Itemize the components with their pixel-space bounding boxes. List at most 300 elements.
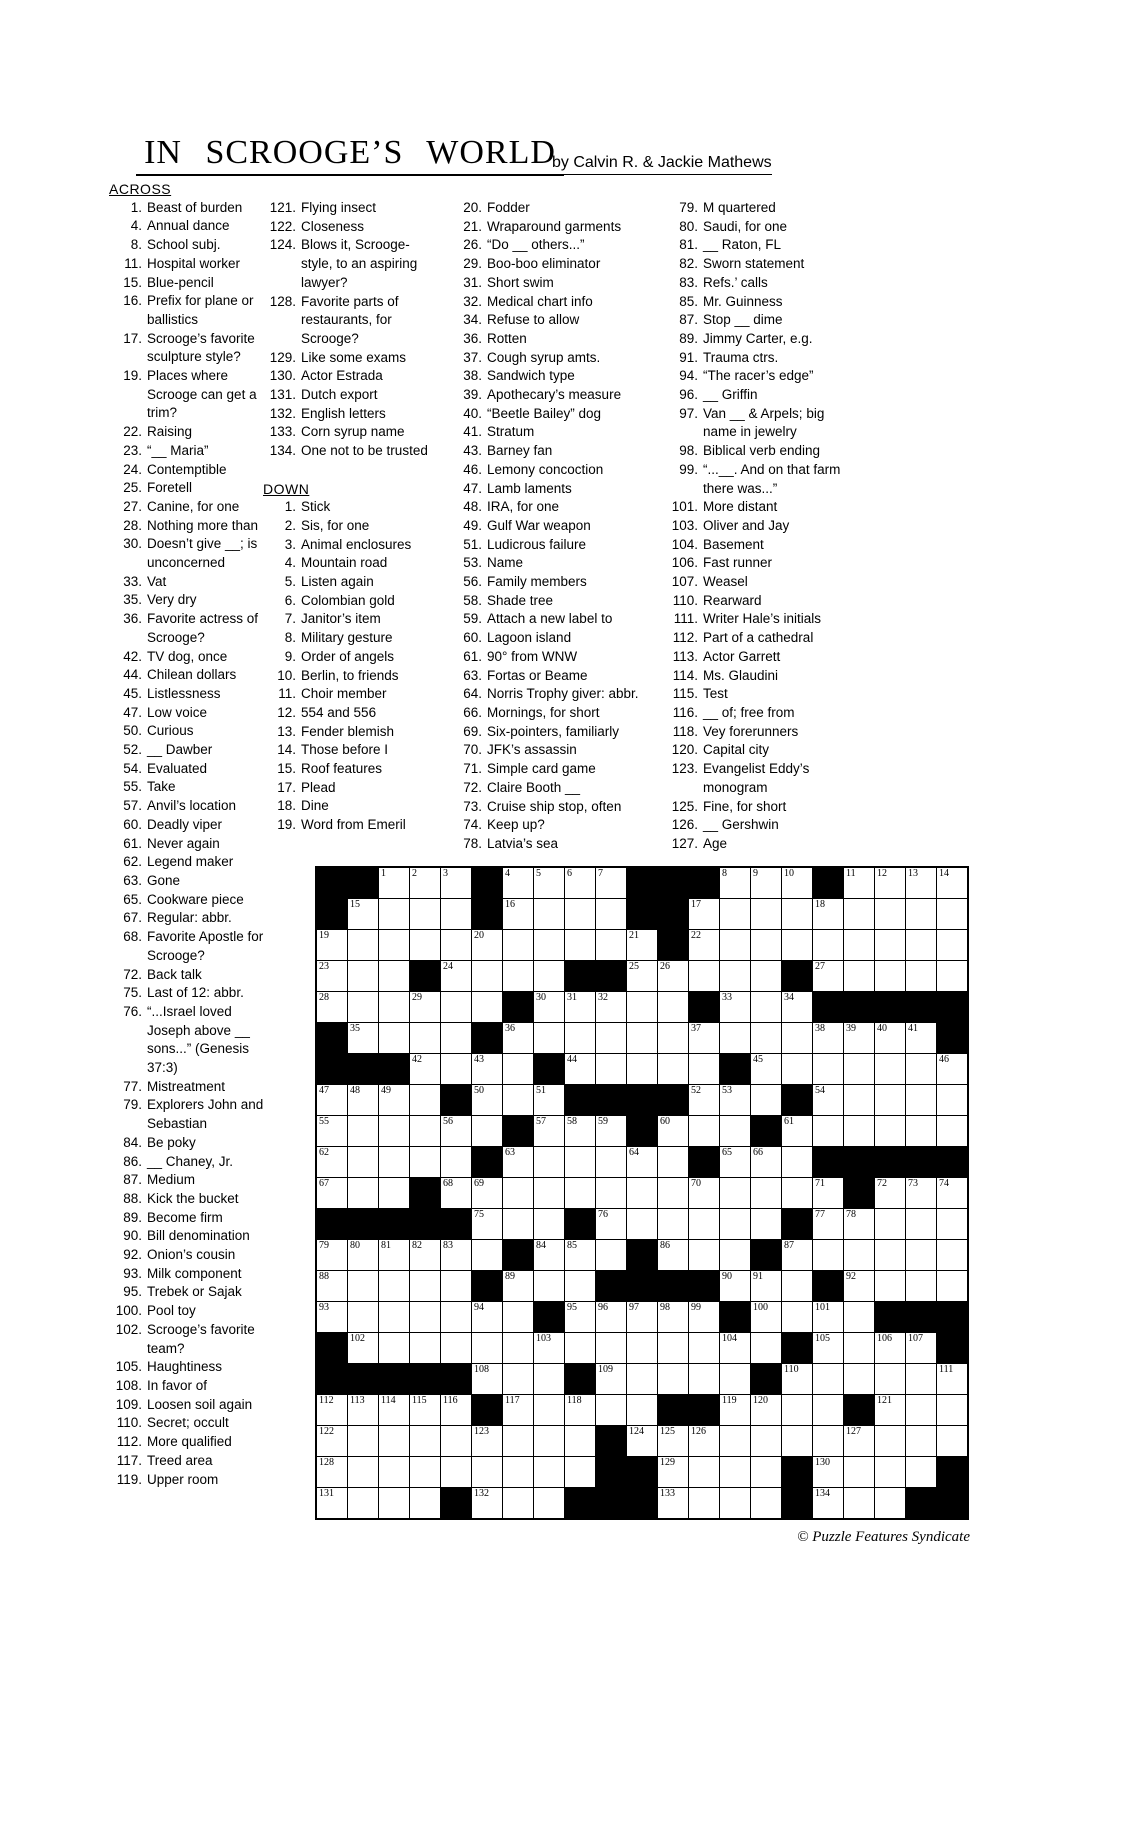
- grid-cell[interactable]: [689, 1302, 719, 1332]
- grid-cell[interactable]: [844, 930, 874, 960]
- grid-cell[interactable]: [472, 1054, 502, 1084]
- grid-cell[interactable]: [751, 1426, 781, 1456]
- grid-cell[interactable]: [751, 1488, 781, 1518]
- grid-cell[interactable]: [441, 1333, 471, 1363]
- grid-cell[interactable]: [472, 1178, 502, 1208]
- grid-cell[interactable]: [844, 1116, 874, 1146]
- grid-cell[interactable]: [720, 1178, 750, 1208]
- grid-cell[interactable]: [875, 961, 905, 991]
- grid-cell[interactable]: [503, 1209, 533, 1239]
- grid-cell[interactable]: [534, 1147, 564, 1177]
- grid-cell[interactable]: [875, 1085, 905, 1115]
- grid-cell[interactable]: [689, 930, 719, 960]
- grid-cell[interactable]: [348, 1395, 378, 1425]
- grid-cell[interactable]: [410, 1147, 440, 1177]
- grid-cell[interactable]: [534, 1426, 564, 1456]
- grid-cell[interactable]: [813, 1457, 843, 1487]
- grid-cell[interactable]: [565, 1426, 595, 1456]
- grid-cell[interactable]: [658, 1426, 688, 1456]
- grid-cell[interactable]: [720, 1085, 750, 1115]
- grid-cell[interactable]: [658, 992, 688, 1022]
- grid-cell[interactable]: [627, 930, 657, 960]
- grid-cell[interactable]: [596, 1395, 626, 1425]
- grid-cell[interactable]: [751, 1271, 781, 1301]
- grid-cell[interactable]: [627, 1209, 657, 1239]
- grid-cell[interactable]: [751, 1333, 781, 1363]
- grid-cell[interactable]: [813, 1085, 843, 1115]
- grid-cell[interactable]: [658, 1488, 688, 1518]
- grid-cell[interactable]: [844, 1054, 874, 1084]
- grid-cell[interactable]: [658, 1116, 688, 1146]
- grid-cell[interactable]: [503, 1457, 533, 1487]
- grid-cell[interactable]: [720, 1023, 750, 1053]
- grid-cell[interactable]: [317, 992, 347, 1022]
- grid-cell[interactable]: [565, 1333, 595, 1363]
- grid-cell[interactable]: [751, 1209, 781, 1239]
- grid-cell[interactable]: [348, 1488, 378, 1518]
- grid-cell[interactable]: [720, 1271, 750, 1301]
- grid-cell[interactable]: [534, 1457, 564, 1487]
- grid-cell[interactable]: [534, 1023, 564, 1053]
- grid-cell[interactable]: [627, 992, 657, 1022]
- grid-cell[interactable]: [441, 1178, 471, 1208]
- grid-cell[interactable]: [627, 961, 657, 991]
- grid-cell[interactable]: [441, 1395, 471, 1425]
- grid-cell[interactable]: [689, 1085, 719, 1115]
- grid-cell[interactable]: [875, 1023, 905, 1053]
- grid-cell[interactable]: [441, 1426, 471, 1456]
- grid-cell[interactable]: [472, 1488, 502, 1518]
- grid-cell[interactable]: [813, 1116, 843, 1146]
- grid-cell[interactable]: [441, 992, 471, 1022]
- grid-cell[interactable]: [720, 868, 750, 898]
- grid-cell[interactable]: [844, 1488, 874, 1518]
- grid-cell[interactable]: [410, 1302, 440, 1332]
- grid-cell[interactable]: [937, 1054, 967, 1084]
- grid-cell[interactable]: [596, 1054, 626, 1084]
- grid-cell[interactable]: [906, 868, 936, 898]
- grid-cell[interactable]: [348, 1085, 378, 1115]
- grid-cell[interactable]: [534, 1240, 564, 1270]
- grid-cell[interactable]: [720, 1116, 750, 1146]
- grid-cell[interactable]: [658, 1178, 688, 1208]
- grid-cell[interactable]: [348, 1240, 378, 1270]
- grid-cell[interactable]: [565, 899, 595, 929]
- grid-cell[interactable]: [875, 1240, 905, 1270]
- grid-cell[interactable]: [937, 1364, 967, 1394]
- grid-cell[interactable]: [596, 1147, 626, 1177]
- grid-cell[interactable]: [503, 1271, 533, 1301]
- grid-cell[interactable]: [720, 1395, 750, 1425]
- grid-cell[interactable]: [410, 1023, 440, 1053]
- grid-cell[interactable]: [503, 1302, 533, 1332]
- grid-cell[interactable]: [906, 1240, 936, 1270]
- grid-cell[interactable]: [844, 899, 874, 929]
- grid-cell[interactable]: [658, 1333, 688, 1363]
- grid-cell[interactable]: [658, 1023, 688, 1053]
- grid-cell[interactable]: [689, 1240, 719, 1270]
- grid-cell[interactable]: [627, 1023, 657, 1053]
- grid-cell[interactable]: [751, 1457, 781, 1487]
- grid-cell[interactable]: [379, 1147, 409, 1177]
- grid-cell[interactable]: [906, 1085, 936, 1115]
- grid-cell[interactable]: [813, 1178, 843, 1208]
- grid-cell[interactable]: [596, 1178, 626, 1208]
- grid-cell[interactable]: [472, 1333, 502, 1363]
- grid-cell[interactable]: [348, 1457, 378, 1487]
- grid-cell[interactable]: [472, 1085, 502, 1115]
- grid-cell[interactable]: [720, 930, 750, 960]
- grid-cell[interactable]: [565, 1271, 595, 1301]
- grid-cell[interactable]: [627, 1302, 657, 1332]
- grid-cell[interactable]: [813, 1333, 843, 1363]
- grid-cell[interactable]: [596, 1364, 626, 1394]
- grid-cell[interactable]: [379, 1085, 409, 1115]
- grid-cell[interactable]: [751, 1302, 781, 1332]
- grid-cell[interactable]: [596, 1333, 626, 1363]
- grid-cell[interactable]: [658, 1457, 688, 1487]
- grid-cell[interactable]: [627, 1178, 657, 1208]
- grid-cell[interactable]: [441, 1116, 471, 1146]
- grid-cell[interactable]: [875, 930, 905, 960]
- grid-cell[interactable]: [906, 930, 936, 960]
- grid-cell[interactable]: [441, 1302, 471, 1332]
- grid-cell[interactable]: [503, 868, 533, 898]
- grid-cell[interactable]: [441, 1271, 471, 1301]
- grid-cell[interactable]: [410, 1271, 440, 1301]
- grid-cell[interactable]: [813, 1364, 843, 1394]
- grid-cell[interactable]: [534, 1395, 564, 1425]
- grid-cell[interactable]: [813, 899, 843, 929]
- grid-cell[interactable]: [689, 961, 719, 991]
- grid-cell[interactable]: [410, 1488, 440, 1518]
- grid-cell[interactable]: [503, 1054, 533, 1084]
- grid-cell[interactable]: [348, 1178, 378, 1208]
- grid-cell[interactable]: [410, 930, 440, 960]
- grid-cell[interactable]: [689, 1457, 719, 1487]
- grid-cell[interactable]: [875, 1333, 905, 1363]
- grid-cell[interactable]: [689, 1333, 719, 1363]
- grid-cell[interactable]: [720, 1488, 750, 1518]
- grid-cell[interactable]: [317, 1395, 347, 1425]
- grid-cell[interactable]: [534, 1333, 564, 1363]
- grid-cell[interactable]: [379, 1116, 409, 1146]
- grid-cell[interactable]: [875, 899, 905, 929]
- grid-cell[interactable]: [441, 1147, 471, 1177]
- grid-cell[interactable]: [658, 961, 688, 991]
- grid-cell[interactable]: [782, 1302, 812, 1332]
- grid-cell[interactable]: [348, 1147, 378, 1177]
- grid-cell[interactable]: [782, 1364, 812, 1394]
- grid-cell[interactable]: [658, 1302, 688, 1332]
- grid-cell[interactable]: [689, 899, 719, 929]
- grid-cell[interactable]: [441, 899, 471, 929]
- grid-cell[interactable]: [906, 1178, 936, 1208]
- grid-cell[interactable]: [875, 1178, 905, 1208]
- grid-cell[interactable]: [875, 1271, 905, 1301]
- grid-cell[interactable]: [720, 992, 750, 1022]
- grid-cell[interactable]: [348, 1271, 378, 1301]
- grid-cell[interactable]: [534, 1178, 564, 1208]
- grid-cell[interactable]: [565, 868, 595, 898]
- grid-cell[interactable]: [379, 1426, 409, 1456]
- grid-cell[interactable]: [379, 1488, 409, 1518]
- grid-cell[interactable]: [875, 868, 905, 898]
- grid-cell[interactable]: [379, 1395, 409, 1425]
- grid-cell[interactable]: [410, 1054, 440, 1084]
- grid-cell[interactable]: [875, 1364, 905, 1394]
- grid-cell[interactable]: [720, 1240, 750, 1270]
- grid-cell[interactable]: [906, 1395, 936, 1425]
- grid-cell[interactable]: [813, 1023, 843, 1053]
- grid-cell[interactable]: [937, 1271, 967, 1301]
- grid-cell[interactable]: [503, 930, 533, 960]
- grid-cell[interactable]: [534, 992, 564, 1022]
- grid-cell[interactable]: [844, 1023, 874, 1053]
- grid-cell[interactable]: [596, 868, 626, 898]
- grid-cell[interactable]: [317, 961, 347, 991]
- grid-cell[interactable]: [844, 1426, 874, 1456]
- grid-cell[interactable]: [627, 1333, 657, 1363]
- grid-cell[interactable]: [720, 1426, 750, 1456]
- grid-cell[interactable]: [906, 1457, 936, 1487]
- grid-cell[interactable]: [782, 1426, 812, 1456]
- grid-cell[interactable]: [596, 1023, 626, 1053]
- grid-cell[interactable]: [565, 1054, 595, 1084]
- grid-cell[interactable]: [689, 1364, 719, 1394]
- grid-cell[interactable]: [782, 1271, 812, 1301]
- grid-cell[interactable]: [472, 1426, 502, 1456]
- grid-cell[interactable]: [813, 1426, 843, 1456]
- grid-cell[interactable]: [565, 930, 595, 960]
- grid-cell[interactable]: [813, 1240, 843, 1270]
- grid-cell[interactable]: [937, 930, 967, 960]
- grid-cell[interactable]: [379, 899, 409, 929]
- grid-cell[interactable]: [937, 1085, 967, 1115]
- grid-cell[interactable]: [875, 1116, 905, 1146]
- grid-cell[interactable]: [720, 1209, 750, 1239]
- grid-cell[interactable]: [937, 1178, 967, 1208]
- grid-cell[interactable]: [472, 1209, 502, 1239]
- grid-cell[interactable]: [472, 992, 502, 1022]
- grid-cell[interactable]: [937, 1116, 967, 1146]
- grid-cell[interactable]: [844, 1364, 874, 1394]
- grid-cell[interactable]: [596, 1116, 626, 1146]
- grid-cell[interactable]: [906, 1054, 936, 1084]
- grid-cell[interactable]: [720, 1457, 750, 1487]
- grid-cell[interactable]: [565, 1147, 595, 1177]
- grid-cell[interactable]: [844, 1457, 874, 1487]
- grid-cell[interactable]: [534, 1271, 564, 1301]
- grid-cell[interactable]: [596, 930, 626, 960]
- grid-cell[interactable]: [534, 1488, 564, 1518]
- grid-cell[interactable]: [906, 961, 936, 991]
- grid-cell[interactable]: [441, 961, 471, 991]
- grid-cell[interactable]: [441, 1054, 471, 1084]
- grid-cell[interactable]: [689, 1023, 719, 1053]
- grid-cell[interactable]: [596, 992, 626, 1022]
- grid-cell[interactable]: [379, 961, 409, 991]
- grid-cell[interactable]: [782, 1240, 812, 1270]
- grid-cell[interactable]: [875, 1457, 905, 1487]
- grid-cell[interactable]: [534, 1116, 564, 1146]
- grid-cell[interactable]: [751, 961, 781, 991]
- grid-cell[interactable]: [751, 1085, 781, 1115]
- grid-cell[interactable]: [379, 1302, 409, 1332]
- grid-cell[interactable]: [937, 1209, 967, 1239]
- grid-cell[interactable]: [503, 899, 533, 929]
- grid-cell[interactable]: [410, 1240, 440, 1270]
- grid-cell[interactable]: [813, 961, 843, 991]
- grid-cell[interactable]: [875, 1395, 905, 1425]
- grid-cell[interactable]: [844, 1271, 874, 1301]
- grid-cell[interactable]: [472, 1457, 502, 1487]
- grid-cell[interactable]: [410, 1085, 440, 1115]
- grid-cell[interactable]: [751, 1395, 781, 1425]
- grid-cell[interactable]: [751, 1178, 781, 1208]
- grid-cell[interactable]: [317, 1178, 347, 1208]
- grid-cell[interactable]: [658, 1054, 688, 1084]
- grid-cell[interactable]: [875, 1488, 905, 1518]
- grid-cell[interactable]: [503, 1178, 533, 1208]
- grid-cell[interactable]: [596, 1302, 626, 1332]
- grid-cell[interactable]: [658, 1209, 688, 1239]
- grid-cell[interactable]: [534, 930, 564, 960]
- grid-cell[interactable]: [410, 1333, 440, 1363]
- grid-cell[interactable]: [565, 1457, 595, 1487]
- grid-cell[interactable]: [441, 868, 471, 898]
- grid-cell[interactable]: [906, 1116, 936, 1146]
- grid-cell[interactable]: [410, 992, 440, 1022]
- grid-cell[interactable]: [503, 1085, 533, 1115]
- grid-cell[interactable]: [317, 1426, 347, 1456]
- grid-cell[interactable]: [751, 899, 781, 929]
- grid-cell[interactable]: [906, 1333, 936, 1363]
- grid-cell[interactable]: [379, 1271, 409, 1301]
- grid-cell[interactable]: [627, 1364, 657, 1394]
- grid-cell[interactable]: [751, 1054, 781, 1084]
- grid-cell[interactable]: [906, 1364, 936, 1394]
- grid-cell[interactable]: [689, 1116, 719, 1146]
- grid-cell[interactable]: [534, 899, 564, 929]
- grid-cell[interactable]: [534, 961, 564, 991]
- grid-cell[interactable]: [503, 961, 533, 991]
- grid-cell[interactable]: [751, 1023, 781, 1053]
- grid-cell[interactable]: [782, 1116, 812, 1146]
- grid-cell[interactable]: [503, 1333, 533, 1363]
- grid-cell[interactable]: [317, 1457, 347, 1487]
- grid-cell[interactable]: [441, 1240, 471, 1270]
- grid-cell[interactable]: [906, 1023, 936, 1053]
- grid-cell[interactable]: [937, 1426, 967, 1456]
- grid-cell[interactable]: [472, 1116, 502, 1146]
- grid-cell[interactable]: [317, 1302, 347, 1332]
- grid-cell[interactable]: [627, 1395, 657, 1425]
- grid-cell[interactable]: [813, 1302, 843, 1332]
- grid-cell[interactable]: [782, 930, 812, 960]
- grid-cell[interactable]: [720, 961, 750, 991]
- grid-cell[interactable]: [317, 1271, 347, 1301]
- grid-cell[interactable]: [379, 992, 409, 1022]
- grid-cell[interactable]: [844, 1085, 874, 1115]
- grid-cell[interactable]: [379, 1240, 409, 1270]
- grid-cell[interactable]: [875, 1426, 905, 1456]
- grid-cell[interactable]: [596, 1209, 626, 1239]
- grid-cell[interactable]: [565, 1023, 595, 1053]
- grid-cell[interactable]: [937, 899, 967, 929]
- grid-cell[interactable]: [503, 1364, 533, 1394]
- grid-cell[interactable]: [937, 1395, 967, 1425]
- grid-cell[interactable]: [844, 961, 874, 991]
- grid-cell[interactable]: [782, 1178, 812, 1208]
- grid-cell[interactable]: [410, 1426, 440, 1456]
- grid-cell[interactable]: [410, 1116, 440, 1146]
- grid-cell[interactable]: [782, 1023, 812, 1053]
- grid-cell[interactable]: [875, 1054, 905, 1084]
- grid-cell[interactable]: [317, 930, 347, 960]
- grid-cell[interactable]: [379, 1023, 409, 1053]
- grid-cell[interactable]: [503, 1395, 533, 1425]
- grid-cell[interactable]: [689, 1054, 719, 1084]
- grid-cell[interactable]: [782, 899, 812, 929]
- grid-cell[interactable]: [534, 1364, 564, 1394]
- grid-cell[interactable]: [379, 1333, 409, 1363]
- grid-cell[interactable]: [937, 868, 967, 898]
- grid-cell[interactable]: [472, 930, 502, 960]
- grid-cell[interactable]: [658, 1147, 688, 1177]
- grid-cell[interactable]: [565, 1240, 595, 1270]
- grid-cell[interactable]: [565, 1395, 595, 1425]
- grid-cell[interactable]: [410, 868, 440, 898]
- grid-cell[interactable]: [813, 930, 843, 960]
- grid-cell[interactable]: [534, 1085, 564, 1115]
- grid-cell[interactable]: [844, 1333, 874, 1363]
- grid-cell[interactable]: [503, 1488, 533, 1518]
- grid-cell[interactable]: [410, 1457, 440, 1487]
- grid-cell[interactable]: [689, 1426, 719, 1456]
- grid-cell[interactable]: [906, 1426, 936, 1456]
- grid-cell[interactable]: [348, 1116, 378, 1146]
- grid-cell[interactable]: [472, 1302, 502, 1332]
- grid-cell[interactable]: [751, 1147, 781, 1177]
- grid-cell[interactable]: [503, 1426, 533, 1456]
- grid-cell[interactable]: [317, 1147, 347, 1177]
- grid-cell[interactable]: [410, 1395, 440, 1425]
- grid-cell[interactable]: [348, 1333, 378, 1363]
- grid-cell[interactable]: [596, 1240, 626, 1270]
- grid-cell[interactable]: [472, 961, 502, 991]
- grid-cell[interactable]: [782, 992, 812, 1022]
- grid-cell[interactable]: [658, 1364, 688, 1394]
- grid-cell[interactable]: [317, 1488, 347, 1518]
- grid-cell[interactable]: [348, 992, 378, 1022]
- grid-cell[interactable]: [472, 1240, 502, 1270]
- grid-cell[interactable]: [565, 1178, 595, 1208]
- grid-cell[interactable]: [565, 1116, 595, 1146]
- grid-cell[interactable]: [348, 1302, 378, 1332]
- grid-cell[interactable]: [410, 899, 440, 929]
- grid-cell[interactable]: [906, 899, 936, 929]
- grid-cell[interactable]: [441, 1457, 471, 1487]
- grid-cell[interactable]: [689, 1178, 719, 1208]
- grid-cell[interactable]: [751, 992, 781, 1022]
- grid-cell[interactable]: [844, 868, 874, 898]
- grid-cell[interactable]: [627, 1147, 657, 1177]
- grid-cell[interactable]: [348, 961, 378, 991]
- grid-cell[interactable]: [534, 1209, 564, 1239]
- grid-cell[interactable]: [348, 930, 378, 960]
- grid-cell[interactable]: [565, 992, 595, 1022]
